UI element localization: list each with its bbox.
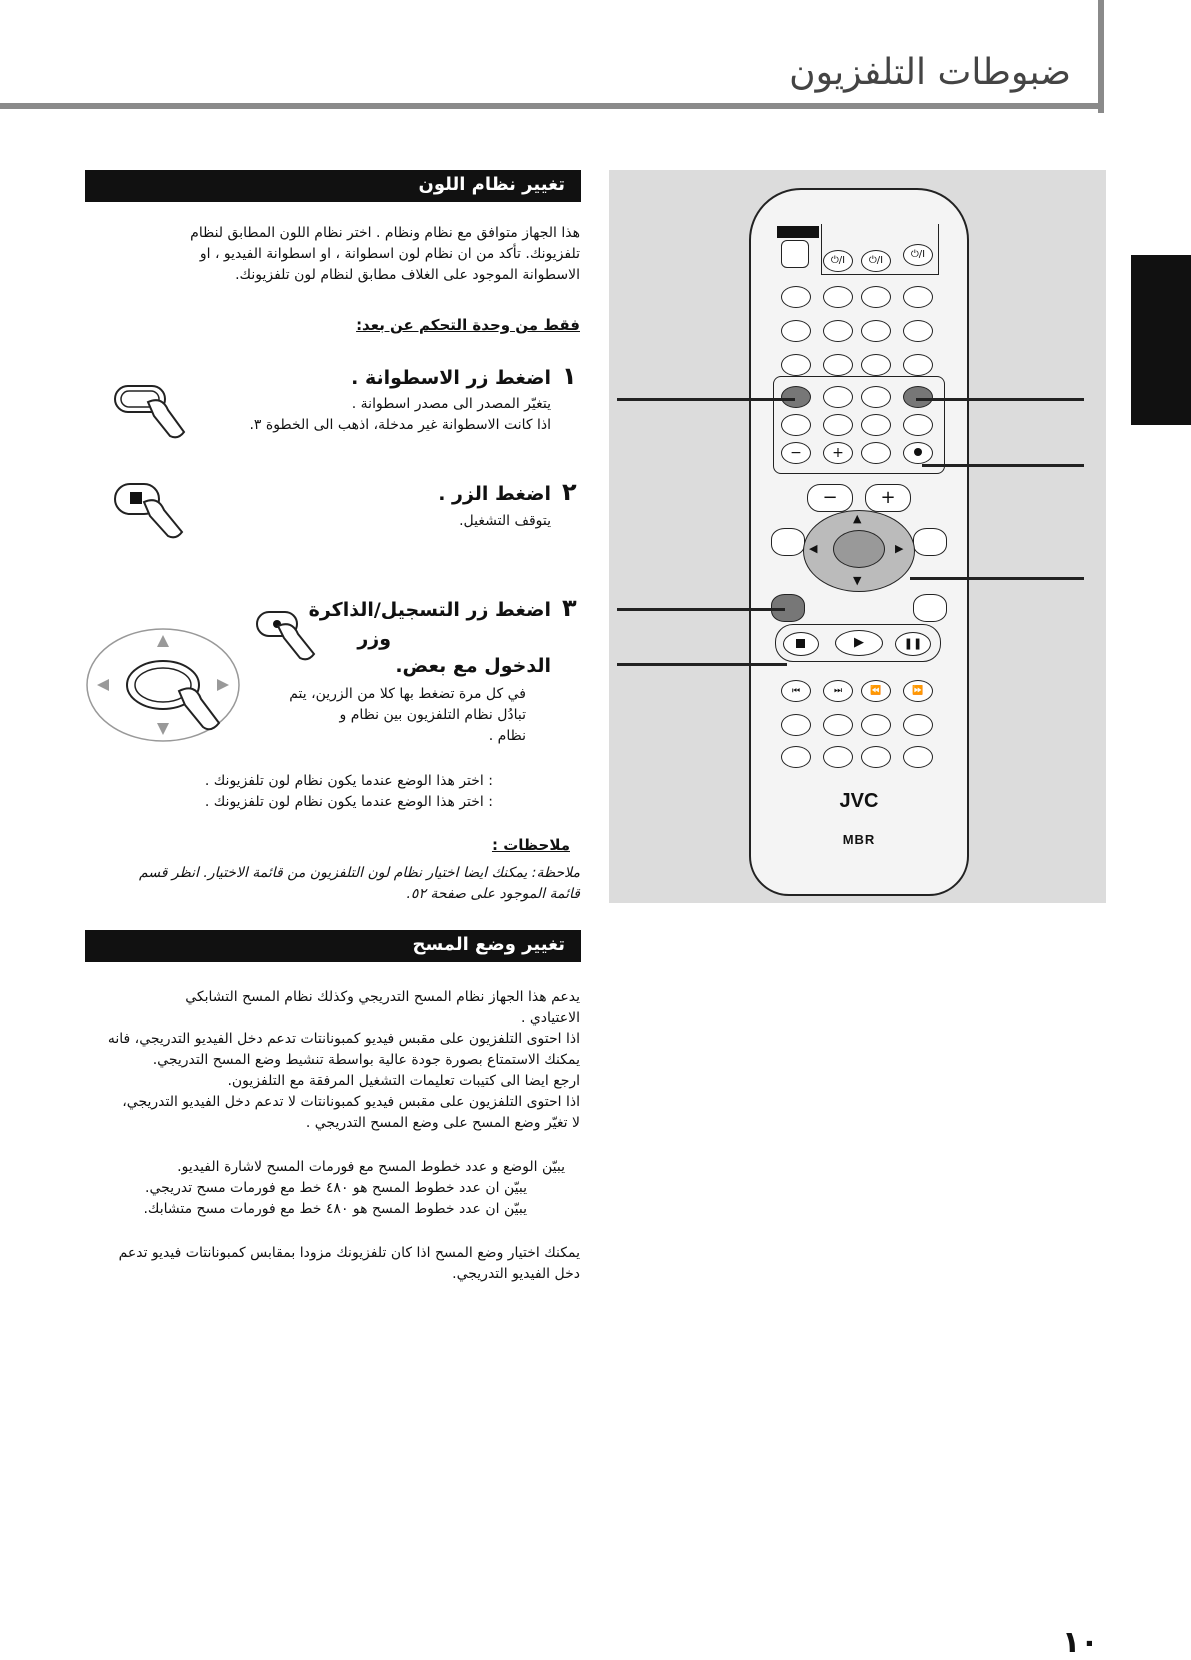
stop-button bbox=[783, 632, 819, 656]
power-icon: ⏻/I bbox=[823, 250, 853, 272]
ir-window bbox=[777, 226, 819, 238]
intro-line-3: الاسطوانة الموجود على الغلاف مطابق لنظام لون تلفزيونك. bbox=[235, 267, 580, 283]
scan-mode-line: يبيّن ان عدد خطوط المسح هو ٤٨٠ خط مع فورمات مسح تدريجي. bbox=[145, 1180, 527, 1196]
step-title: اضغط زر الاسطوانة . bbox=[351, 367, 551, 389]
press-enter-button-illustration bbox=[83, 625, 253, 743]
section-title: تغيير وضع المسح bbox=[412, 934, 565, 955]
brand-logo: JVC bbox=[839, 790, 879, 812]
page-number: ١٠ bbox=[1062, 1625, 1099, 1660]
step-title: اضغط زر التسجيل/الذاكرة bbox=[308, 599, 551, 621]
header-rule bbox=[0, 103, 1103, 109]
remote-button bbox=[823, 386, 853, 408]
volume-up-button: + bbox=[865, 484, 911, 512]
arrow-right-icon: ▶ bbox=[895, 542, 904, 555]
remote-button bbox=[781, 320, 811, 342]
pause-icon: ❚❚ bbox=[895, 632, 931, 656]
remote-button bbox=[861, 442, 891, 464]
plus-button: + bbox=[823, 442, 853, 464]
next-icon: ⏭ bbox=[823, 680, 853, 702]
remote-only-subheading: فقط من وحدة التحكم عن بعد: bbox=[356, 316, 580, 334]
arrow-left-icon: ◀ bbox=[809, 542, 818, 555]
remote-button bbox=[913, 528, 947, 556]
fast-forward-icon: ⏩ bbox=[903, 680, 933, 702]
scan-paragraph-line: ارجع ايضا الى كتيبات تعليمات التشغيل المرفقة مع التلفزيون. bbox=[227, 1073, 580, 1089]
remote-button bbox=[903, 386, 933, 408]
scan-paragraph-line: يمكنك اختيار وضع المسح اذا كان تلفزيونك مزودا بمقابس كمبونانتات فيديو تدعم bbox=[118, 1245, 580, 1261]
callout-line bbox=[916, 398, 1084, 401]
step-title: وزر bbox=[357, 628, 391, 650]
remarks-heading: ملاحظات : bbox=[491, 836, 570, 854]
rewind-icon: ⏪ bbox=[861, 680, 891, 702]
callout-line bbox=[922, 464, 1084, 467]
remote-button bbox=[823, 746, 853, 768]
source-button bbox=[781, 240, 809, 268]
mode-note: : اختر هذا الوضع عندما يكون نظام لون تلفزيونك . bbox=[204, 794, 493, 810]
remote-button bbox=[861, 320, 891, 342]
remote-button bbox=[781, 714, 811, 736]
side-tab-marker bbox=[1131, 255, 1191, 425]
enter-button bbox=[833, 530, 885, 568]
remote-control-illustration bbox=[749, 188, 969, 896]
play-icon: ▶ bbox=[835, 630, 883, 656]
disc-button bbox=[781, 386, 811, 408]
remote-button bbox=[913, 594, 947, 622]
scan-mode-line: يبيّن ان عدد خطوط المسح هو ٤٨٠ خط مع فورمات مسح متشابك. bbox=[143, 1201, 527, 1217]
section-header-scan-mode bbox=[85, 930, 581, 962]
remote-button bbox=[861, 286, 891, 308]
step-line: اذا كانت الاسطوانة غير مدخلة، اذهب الى الخطوة ٣. bbox=[249, 417, 551, 433]
remote-button bbox=[903, 714, 933, 736]
remote-button bbox=[903, 320, 933, 342]
remote-button bbox=[823, 320, 853, 342]
remote-button bbox=[771, 528, 805, 556]
remote-button bbox=[861, 414, 891, 436]
remote-button bbox=[823, 286, 853, 308]
scan-paragraph-line: يدعم هذا الجهاز نظام المسح التدريجي وكذلك نظام المسح التشابكي bbox=[185, 989, 580, 1005]
remote-button bbox=[903, 286, 933, 308]
press-memory-button-illustration bbox=[254, 606, 324, 666]
power-icon: ⏻/I bbox=[903, 244, 933, 266]
step-line: يتغيّر المصدر الى مصدر اسطوانة . bbox=[351, 396, 551, 412]
step-line: يتوقف التشغيل. bbox=[459, 513, 551, 529]
remote-button bbox=[861, 714, 891, 736]
remark-line: ملاحظة: يمكنك ايضا اختيار نظام لون التلفزيون من قائمة الاختيار. انظر قسم bbox=[138, 865, 580, 881]
scan-paragraph-line: الاعتيادي . bbox=[520, 1010, 580, 1026]
press-stop-button-illustration bbox=[112, 478, 192, 543]
header-vertical-rule bbox=[1098, 0, 1104, 113]
minus-button: − bbox=[781, 442, 811, 464]
page-title: ضبوطات التلفزيون bbox=[789, 52, 1071, 93]
scan-paragraph-line: اذا احتوى التلفزيون على مقبس فيديو كمبونانتات لا تدعم دخل الفيديو التدريجي، bbox=[122, 1094, 580, 1110]
scan-paragraph-line: اذا احتوى التلفزيون على مقبس فيديو كمبونانتات تدعم دخل الفيديو التدريجي، فانه bbox=[107, 1031, 580, 1047]
mode-note: : اختر هذا الوضع عندما يكون نظام لون تلفزيونك . bbox=[204, 773, 493, 789]
memory-button bbox=[903, 442, 933, 464]
step-line: نظام . bbox=[488, 728, 526, 744]
remote-button bbox=[781, 286, 811, 308]
step-title: اضغط الزر . bbox=[438, 483, 551, 505]
intro-line-2: تلفزيونك. تأكد من ان نظام لون اسطوانة ، او اسطوانة الفيديو ، او bbox=[199, 246, 580, 262]
remote-button bbox=[903, 746, 933, 768]
callout-line bbox=[617, 398, 795, 401]
scan-paragraph-line: لا تغيّر وضع المسح على وضع المسح التدريجي . bbox=[305, 1115, 580, 1131]
step-number: ٣ bbox=[562, 594, 577, 622]
power-icon: ⏻/I bbox=[861, 250, 891, 272]
section-title: تغيير نظام اللون bbox=[418, 174, 565, 195]
step-number: ١ bbox=[562, 362, 577, 390]
arrow-down-icon: ▼ bbox=[853, 574, 862, 587]
remote-button bbox=[823, 714, 853, 736]
callout-line bbox=[617, 663, 787, 666]
step-line: في كل مرة تضغط بها كلا من الزرين، يتم bbox=[289, 686, 526, 702]
remote-button bbox=[861, 354, 891, 376]
previous-icon: ⏮ bbox=[781, 680, 811, 702]
sub-brand-logo: MBR bbox=[842, 832, 876, 847]
callout-line bbox=[617, 608, 785, 611]
remote-button bbox=[903, 414, 933, 436]
step-number: ٢ bbox=[562, 478, 577, 506]
press-disc-button-illustration bbox=[112, 380, 192, 445]
remote-button bbox=[823, 354, 853, 376]
scan-paragraph-line: يمكنك الاستمتاع بصورة جودة عالية بواسطة تنشيط وضع المسح التدريجي. bbox=[152, 1052, 580, 1068]
arrow-up-icon: ▲ bbox=[853, 512, 862, 525]
step-title: الدخول مع بعض. bbox=[395, 655, 551, 677]
remark-line: قائمة الموجود على صفحة ٥٢. bbox=[406, 886, 580, 902]
scan-paragraph-line: دخل الفيديو التدريجي. bbox=[452, 1266, 580, 1282]
remote-button bbox=[781, 354, 811, 376]
remote-button bbox=[781, 746, 811, 768]
section-header-color-system bbox=[85, 170, 581, 202]
remote-button bbox=[823, 414, 853, 436]
remote-button bbox=[861, 746, 891, 768]
remote-button bbox=[903, 354, 933, 376]
intro-line-1: هذا الجهاز متوافق مع نظام ونظام . اختر نظام اللون المطابق لنظام bbox=[190, 225, 580, 241]
step-line: تبادُل نظام التلفزيون بين نظام و bbox=[339, 707, 526, 723]
remote-button bbox=[861, 386, 891, 408]
volume-down-button: − bbox=[807, 484, 853, 512]
callout-line bbox=[910, 577, 1084, 580]
scan-mode-line: يبيّن الوضع و عدد خطوط المسح مع فورمات المسح لاشارة الفيديو. bbox=[177, 1159, 565, 1175]
remote-button bbox=[781, 414, 811, 436]
